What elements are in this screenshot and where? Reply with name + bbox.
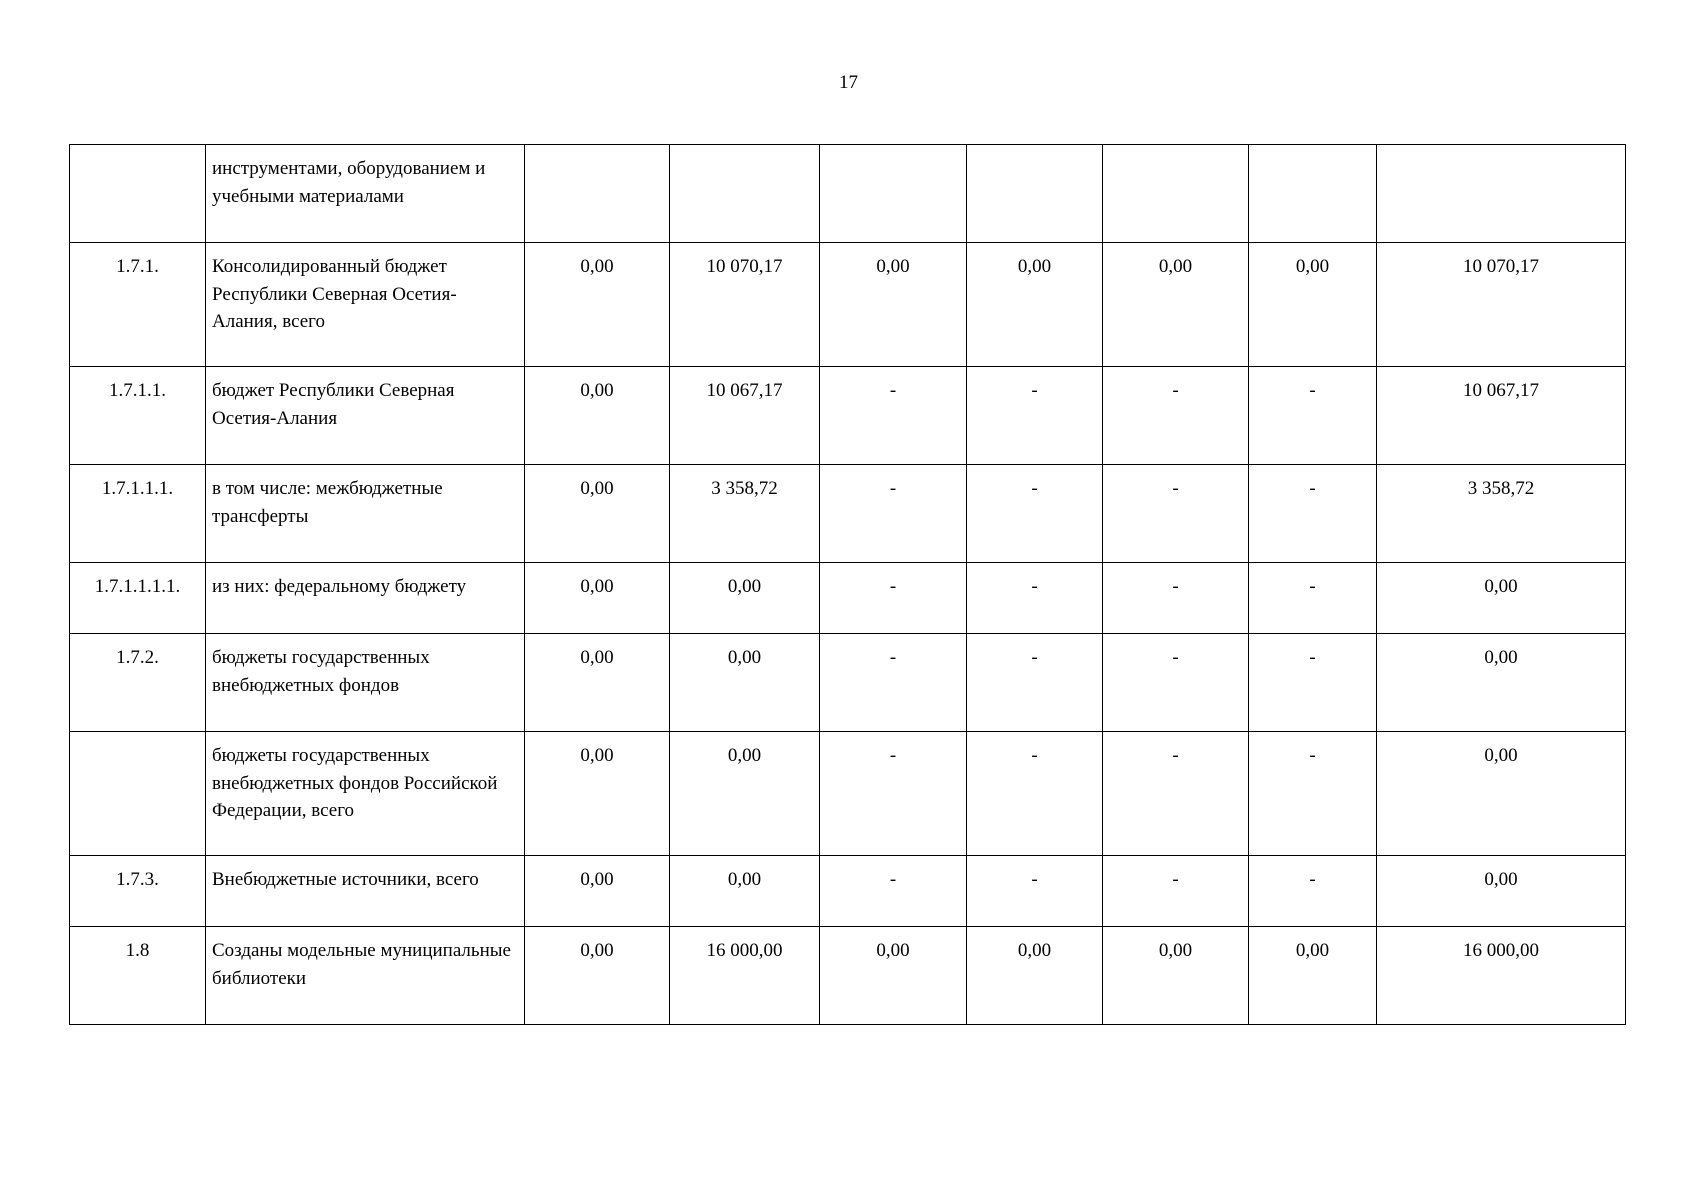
row-description-cell: инструментами, оборудованием и учебными материалами <box>206 145 525 243</box>
value-cell: 0,00 <box>820 927 967 1025</box>
value-cell: 0,00 <box>525 465 670 563</box>
value-cell: - <box>967 634 1103 732</box>
value-cell: 0,00 <box>1249 243 1377 367</box>
table-row <box>70 243 1626 367</box>
value-cell: 0,00 <box>525 563 670 634</box>
table-row <box>70 634 1626 732</box>
value-cell: 0,00 <box>525 243 670 367</box>
value-cell: 16 000,00 <box>670 927 820 1025</box>
value-cell: - <box>1103 563 1249 634</box>
value-cell: - <box>820 367 967 465</box>
value-cell: - <box>1249 563 1377 634</box>
value-cell: 0,00 <box>670 732 820 856</box>
value-cell <box>1249 145 1377 243</box>
value-cell: - <box>1103 634 1249 732</box>
value-cell: - <box>1103 856 1249 927</box>
value-cell: - <box>967 732 1103 856</box>
value-cell: 0,00 <box>525 367 670 465</box>
value-cell: - <box>1249 465 1377 563</box>
value-cell: - <box>820 732 967 856</box>
value-cell: 0,00 <box>1377 634 1626 732</box>
value-cell: - <box>1103 367 1249 465</box>
value-cell <box>967 145 1103 243</box>
row-number-cell <box>70 145 206 243</box>
table-row <box>70 465 1626 563</box>
value-cell: 10 067,17 <box>1377 367 1626 465</box>
value-cell: - <box>1249 634 1377 732</box>
value-cell: - <box>820 634 967 732</box>
value-cell <box>820 145 967 243</box>
row-number-cell: 1.8 <box>70 927 206 1025</box>
value-cell <box>1103 145 1249 243</box>
row-number-cell <box>70 732 206 856</box>
row-description-cell: Внебюджетные источники, всего <box>206 856 525 927</box>
row-number-cell: 1.7.1.1.1. <box>70 465 206 563</box>
row-number-cell: 1.7.2. <box>70 634 206 732</box>
value-cell: 0,00 <box>525 634 670 732</box>
value-cell: 0,00 <box>525 856 670 927</box>
value-cell <box>670 145 820 243</box>
page-number: 17 <box>839 72 858 93</box>
value-cell: 0,00 <box>1377 856 1626 927</box>
value-cell: - <box>1249 732 1377 856</box>
table-row <box>70 367 1626 465</box>
value-cell: 0,00 <box>1103 927 1249 1025</box>
row-description-cell: бюджеты государственных внебюджетных фондов <box>206 634 525 732</box>
value-cell <box>1377 145 1626 243</box>
value-cell: - <box>820 465 967 563</box>
row-number-cell: 1.7.1. <box>70 243 206 367</box>
row-description-cell: из них: федеральному бюджету <box>206 563 525 634</box>
value-cell: 10 070,17 <box>670 243 820 367</box>
value-cell: 0,00 <box>525 732 670 856</box>
value-cell: - <box>820 856 967 927</box>
value-cell: 0,00 <box>670 856 820 927</box>
table-row <box>70 732 1626 856</box>
table-row <box>70 563 1626 634</box>
value-cell: 0,00 <box>820 243 967 367</box>
value-cell: 0,00 <box>1377 563 1626 634</box>
table-row <box>70 145 1626 243</box>
row-description-cell: Созданы модельные муниципальные библиотеки <box>206 927 525 1025</box>
row-number-cell: 1.7.1.1.1.1. <box>70 563 206 634</box>
value-cell: - <box>1249 856 1377 927</box>
value-cell: - <box>1103 732 1249 856</box>
value-cell: 0,00 <box>525 927 670 1025</box>
value-cell: 16 000,00 <box>1377 927 1626 1025</box>
value-cell: - <box>967 367 1103 465</box>
budget-table <box>69 144 1626 1025</box>
value-cell: - <box>967 563 1103 634</box>
value-cell: - <box>1249 367 1377 465</box>
value-cell: 0,00 <box>1103 243 1249 367</box>
value-cell: 0,00 <box>1249 927 1377 1025</box>
row-number-cell: 1.7.1.1. <box>70 367 206 465</box>
value-cell: 10 067,17 <box>670 367 820 465</box>
value-cell: - <box>820 563 967 634</box>
value-cell: 3 358,72 <box>1377 465 1626 563</box>
row-description-cell: бюджет Республики Северная Осетия-Алания <box>206 367 525 465</box>
value-cell: 0,00 <box>967 927 1103 1025</box>
value-cell: 0,00 <box>670 563 820 634</box>
row-description-cell: Консолидированный бюджет Республики Северная Осетия-Алания, всего <box>206 243 525 367</box>
table-row <box>70 856 1626 927</box>
value-cell: - <box>1103 465 1249 563</box>
value-cell: 0,00 <box>670 634 820 732</box>
value-cell: 10 070,17 <box>1377 243 1626 367</box>
value-cell: - <box>967 465 1103 563</box>
value-cell <box>525 145 670 243</box>
row-description-cell: бюджеты государственных внебюджетных фондов Российской Федерации, всего <box>206 732 525 856</box>
table-row <box>70 927 1626 1025</box>
value-cell: 0,00 <box>967 243 1103 367</box>
value-cell: 0,00 <box>1377 732 1626 856</box>
row-number-cell: 1.7.3. <box>70 856 206 927</box>
row-description-cell: в том числе: межбюджетные трансферты <box>206 465 525 563</box>
value-cell: 3 358,72 <box>670 465 820 563</box>
value-cell: - <box>967 856 1103 927</box>
